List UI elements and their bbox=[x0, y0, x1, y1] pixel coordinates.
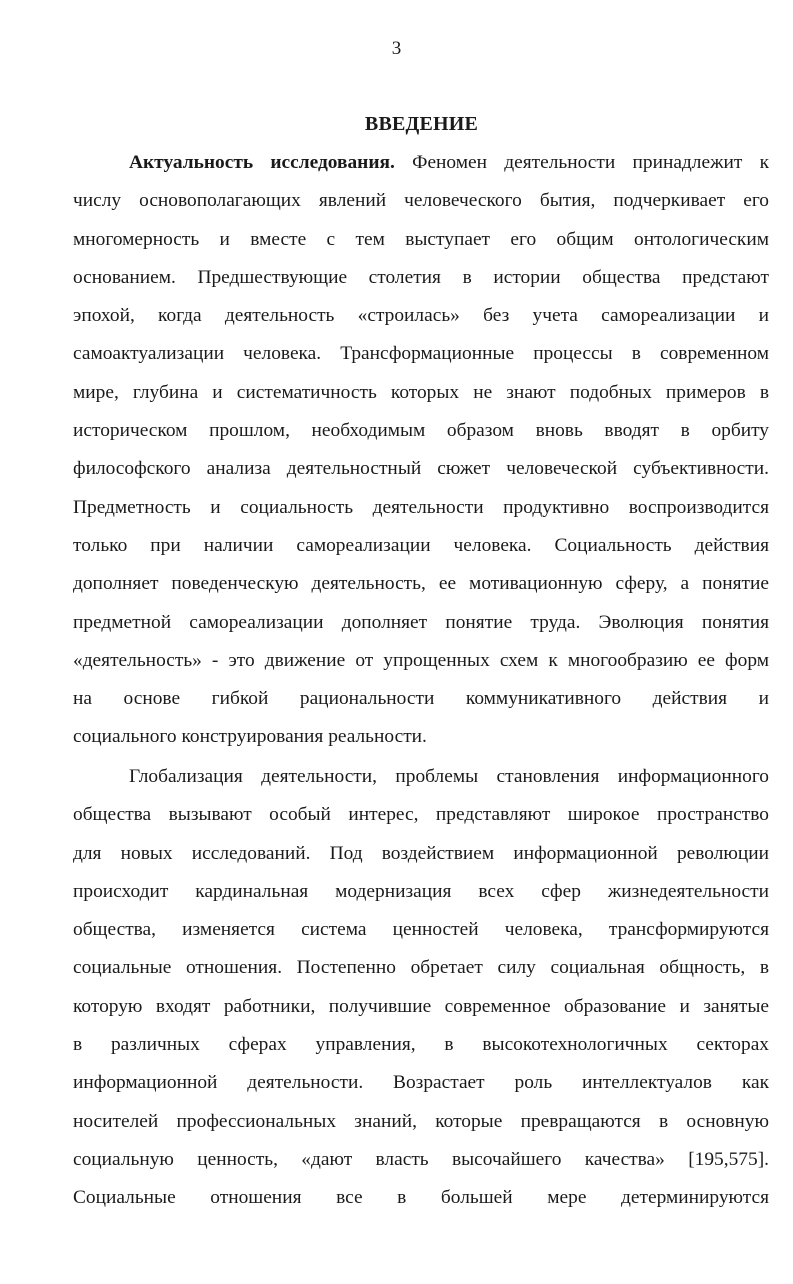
text-line: социальную ценность, «дают власть высочайшего качества» [195,575]. bbox=[73, 1148, 769, 1170]
text-line: дополняет поведенческую деятельность, ее мотивационную сферу, а понятие bbox=[73, 573, 769, 595]
text-line: информационной деятельности. Возрастает роль интеллектуалов как bbox=[73, 1072, 769, 1094]
text-line: Предметность и социальность деятельности продуктивно воспроизводится bbox=[73, 496, 769, 518]
text-line: Социальные отношения все в большей мере детерминируются bbox=[73, 1187, 769, 1209]
text-line: историческом прошлом, необходимым образом вновь вводят в орбиту bbox=[73, 420, 769, 442]
section-heading: ВВЕДЕНИЕ bbox=[364, 113, 479, 135]
text-line: Актуальность исследования. Феномен деятельности принадлежит к bbox=[129, 152, 769, 173]
page-number: 3 bbox=[391, 38, 402, 59]
text-line: социального конструирования реальности. bbox=[73, 726, 427, 748]
text-line: происходит кардинальная модернизация всех сфер жизнедеятельности bbox=[73, 880, 769, 902]
paragraph-globalization bbox=[73, 758, 769, 1218]
text-line: только при наличии самореализации человека. Социальность действия bbox=[73, 534, 769, 556]
text-line: в различных сферах управления, в высокотехнологичных секторах bbox=[73, 1034, 769, 1056]
text-line: Глобализация деятельности, проблемы становления информационного bbox=[129, 766, 769, 787]
text-line: общества вызывают особый интерес, представляют широкое пространство bbox=[73, 804, 769, 826]
text-line: философского анализа деятельностный сюжет человеческой субъективности. bbox=[73, 458, 769, 480]
text-line: самоактуализации человека. Трансформационные процессы в современном bbox=[73, 343, 769, 365]
paragraph-relevance bbox=[73, 144, 769, 757]
text-line: эпохой, когда деятельность «строилась» без учета самореализации и bbox=[73, 305, 769, 327]
paragraph-lead: Актуальность исследования. bbox=[129, 152, 395, 173]
text-line: числу основополагающих явлений человеческого бытия, подчеркивает его bbox=[73, 190, 769, 212]
text-line: для новых исследований. Под воздействием информационной революции bbox=[73, 842, 769, 864]
text-line: на основе гибкой рациональности коммуникативного действия и bbox=[73, 688, 769, 710]
text-line: которую входят работники, получившие современное образование и занятые bbox=[73, 995, 769, 1017]
text-line: многомерность и вместе с тем выступает его общим онтологическим bbox=[73, 228, 769, 250]
text-line: социальные отношения. Постепенно обретает силу социальная общность, в bbox=[73, 957, 769, 979]
text-line: мире, глубина и систематичность которых не знают подобных примеров в bbox=[73, 381, 769, 403]
text-line: общества, изменяется система ценностей человека, трансформируются bbox=[73, 919, 769, 941]
text-line: предметной самореализации дополняет понятие труда. Эволюция понятия bbox=[73, 611, 769, 633]
text-line: носителей профессиональных знаний, которые превращаются в основную bbox=[73, 1110, 769, 1132]
text-line: «деятельность» - это движение от упрощенных схем к многообразию ее форм bbox=[73, 649, 769, 671]
text-line: основанием. Предшествующие столетия в истории общества предстают bbox=[73, 266, 769, 288]
